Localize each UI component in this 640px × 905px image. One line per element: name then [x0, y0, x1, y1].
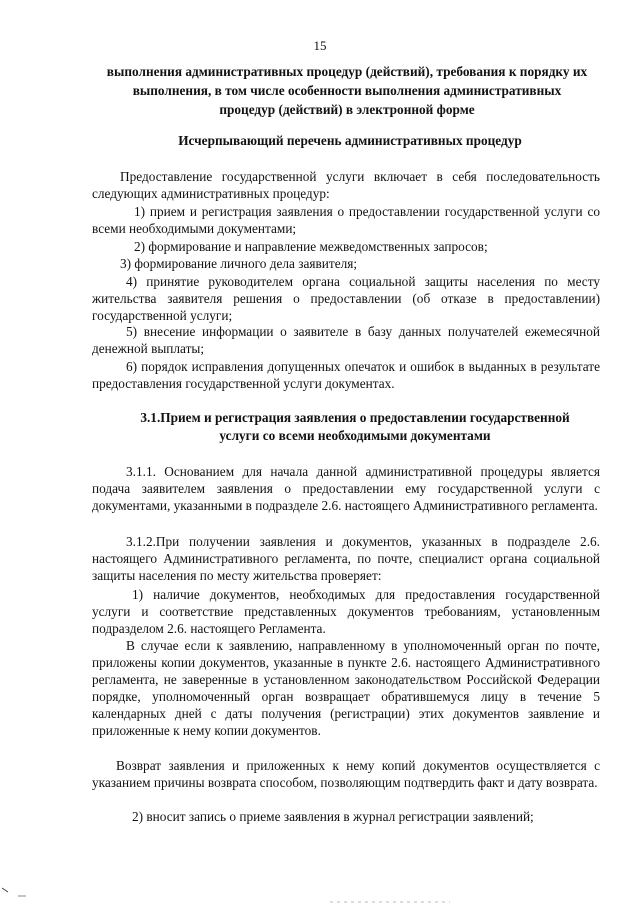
subsection-heading: 3.1.Прием и регистрация заявления о предоставлении государственной услуги со всеми необходимыми документами	[140, 410, 570, 443]
section-heading: Исчерпывающий перечень административных процедур	[178, 133, 522, 148]
procedure-item: 3) формирование личного дела заявителя;	[120, 256, 358, 271]
paragraph: Возврат заявления и приложенных к нему копий документов осуществляется с указанием причины возврата способом, позволяющим подтвердить факт и дату возврата.	[92, 758, 600, 790]
paragraph: 3.1.1. Основанием для начала данной административной процедуры является подача заявителем заявления о предоставлении ему государственной услуги с документами, указанными в подразделе 2.6. настоящего Административного регламента.	[92, 464, 600, 513]
intro-paragraph: Предоставление государственной услуги включает в себя последовательность следующих административных процедур:	[92, 169, 600, 201]
procedure-item: 4) принятие руководителем органа социальной защиты населения по месту жительства заявителя решения о предоставлении (об отказе в предоставлении) государственной услуги;	[92, 274, 600, 323]
procedure-item: 5) внесение информации о заявителе в базу данных получателей ежемесячной денежной выплаты;	[92, 324, 600, 356]
paragraph: В случае если к заявлению, направленному в уполномоченный орган по почте, приложены копии документов, указанные в пункте 2.6. настоящего Административного регламента, не заверенные в установленном законодательством Российской Федерации порядке, уполномоченный орган возвращает обратившемуся лицу в течение 5 календарных дней с даты получения (регистрации) этих документов заявление и приложенные к нему копии документов.	[92, 638, 600, 738]
page-number: 15	[313, 38, 327, 53]
procedure-item: 1) прием и регистрация заявления о предоставлении государственной услуги со всеми необходимыми документами;	[92, 204, 600, 236]
intro-heading: выполнения административных процедур (действий), требования к порядку их выполнения, в том числе особенности выполнения административных процедур (действий) в электронной форме	[106, 64, 588, 117]
procedure-item: 2) формирование и направление межведомственных запросов;	[134, 239, 488, 254]
paragraph: 3.1.2.При получении заявления и документов, указанных в подразделе 2.6. настоящего Административного регламента, по почте, специалист органа социальной защиты населения по месту жительства проверяет:	[92, 534, 600, 583]
procedure-item: 6) порядок исправления допущенных опечаток и ошибок в выданных в результате предоставления государственной услуги документах.	[92, 359, 600, 391]
paragraph: 1) наличие документов, необходимых для предоставления государственной услуги и соответствие представленных документов требованиям, установленным подразделом 2.6. настоящего Регламента.	[92, 587, 600, 636]
paragraph: 2) вносит запись о приеме заявления в журнал регистрации заявлений;	[132, 809, 534, 824]
scan-artifacts	[0, 880, 640, 905]
